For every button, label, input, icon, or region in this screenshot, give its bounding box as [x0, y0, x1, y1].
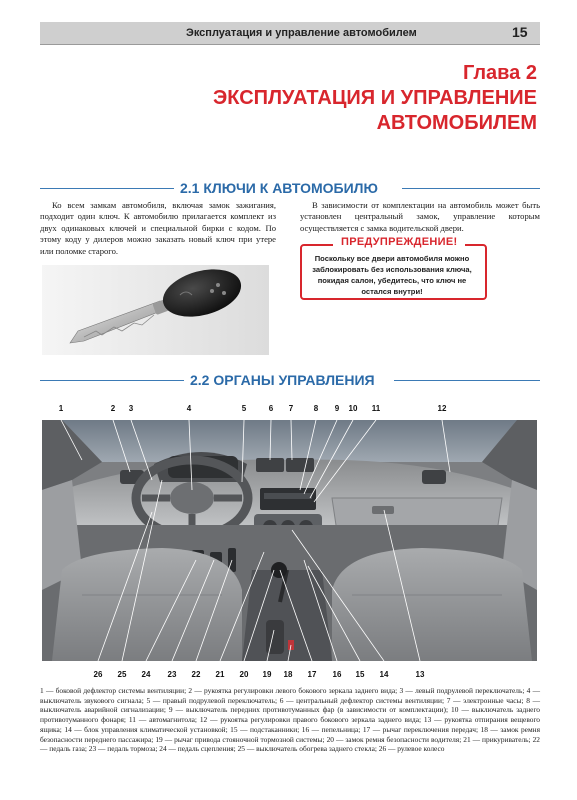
dashboard-illustration: [42, 420, 537, 661]
section-heading-controls: 2.2 ОРГАНЫ УПРАВЛЕНИЯ: [190, 372, 375, 388]
central-lock-paragraph: В зависимости от комплектации на автомобиль может быть установлен центральный замок, управление которым осуществляется с замка водительской двери.: [300, 200, 540, 233]
callout-7: 7: [288, 404, 294, 413]
callout-1: 1: [58, 404, 64, 413]
running-header-title: Эксплуатация и управление автомобилем: [186, 27, 417, 39]
callout-3: 3: [128, 404, 134, 413]
section-heading-keys: 2.1 КЛЮЧИ К АВТОМОБИЛЮ: [180, 180, 378, 196]
callout-19: 19: [262, 670, 272, 679]
callout-13: 13: [415, 670, 425, 679]
section-rule-right: [402, 188, 540, 189]
warning-title: ПРЕДУПРЕЖДЕНИЕ!: [333, 236, 465, 248]
callout-10: 10: [348, 404, 358, 413]
callout-26: 26: [93, 670, 103, 679]
section2-rule-right: [394, 380, 540, 381]
callout-20: 20: [239, 670, 249, 679]
chapter-title-line2: АВТОМОБИЛЕМ: [376, 112, 537, 134]
callout-17: 17: [307, 670, 317, 679]
callout-16: 16: [332, 670, 342, 679]
car-key-photo: [42, 265, 269, 355]
figure-caption: 1 — боковой дефлектор системы вентиляции; 2 — рукоятка регулировки левого бокового зеркала заднего вида; 3 — левый подрулевой переключатель; 4 — выключатель звукового сигнала; 5 — правый подрулевой переключатель; 6 — центральный дефлектор системы вентиляции; 7 — электронные часы; 8 — выключатель аварийной сигнализации; 9 — выключатель передних противотуманных фар (в зависимости от комплектации); 10 — выключатель заднего противотуманного фонаря; 11 — автомагнитола; 12 — рукоятка регулировки правого бокового зеркала заднего вида; 13 — рукоятка отпирания вещевого ящика; 14 — блок управления климатической установкой; 15 — подстаканники; 16 — пепельница; 17 — рычаг переключения передач; 18 — замок ремня безопасности переднего пассажира; 19 — рычаг привода стояночной тормозной системы; 20 — замок ремня безопасности водителя; 21 — прикуриватель; 22 — педаль газа; 23 — педаль тормоза; 24 — педаль сцепления; 25 — выключатель обогрева заднего стекла; 26 — рулевое колесо: [40, 686, 540, 754]
callout-24: 24: [141, 670, 151, 679]
header-rule: [40, 44, 540, 45]
callout-25: 25: [117, 670, 127, 679]
callout-4: 4: [186, 404, 192, 413]
callout-6: 6: [268, 404, 274, 413]
callout-22: 22: [191, 670, 201, 679]
callout-23: 23: [167, 670, 177, 679]
chapter-number: Глава 2: [462, 62, 537, 84]
callout-12: 12: [437, 404, 447, 413]
callout-8: 8: [313, 404, 319, 413]
callout-21: 21: [215, 670, 225, 679]
callout-9: 9: [334, 404, 340, 413]
chapter-title: [117, 86, 537, 136]
callout-18: 18: [283, 670, 293, 679]
callout-14: 14: [379, 670, 389, 679]
chapter-title-line1: ЭКСПЛУАТАЦИЯ И УПРАВЛЕНИЕ: [213, 87, 537, 109]
keys-paragraph: Ко всем замкам автомобиля, включая замок зажигания, подходит один ключ. К автомобилю прилагается комплект из двух одинаковых ключей и специальной бирки с кодом. По этому коду у дилеров можно заказать новый ключ при утере или поломке старого.: [40, 200, 276, 256]
callout-5: 5: [241, 404, 247, 413]
section2-rule-left: [40, 380, 184, 381]
car-key-icon: [42, 265, 269, 355]
callout-11: 11: [371, 404, 381, 413]
section-rule-left: [40, 188, 174, 189]
page-number: 15: [512, 24, 528, 40]
callout-15: 15: [355, 670, 365, 679]
dashboard-photo: [42, 420, 537, 661]
callout-2: 2: [110, 404, 116, 413]
warning-text: Поскольку все двери автомобиля можно заблокировать без использования ключа, покидая салон, убедитесь, что ключ не остался внутри!: [312, 254, 472, 296]
